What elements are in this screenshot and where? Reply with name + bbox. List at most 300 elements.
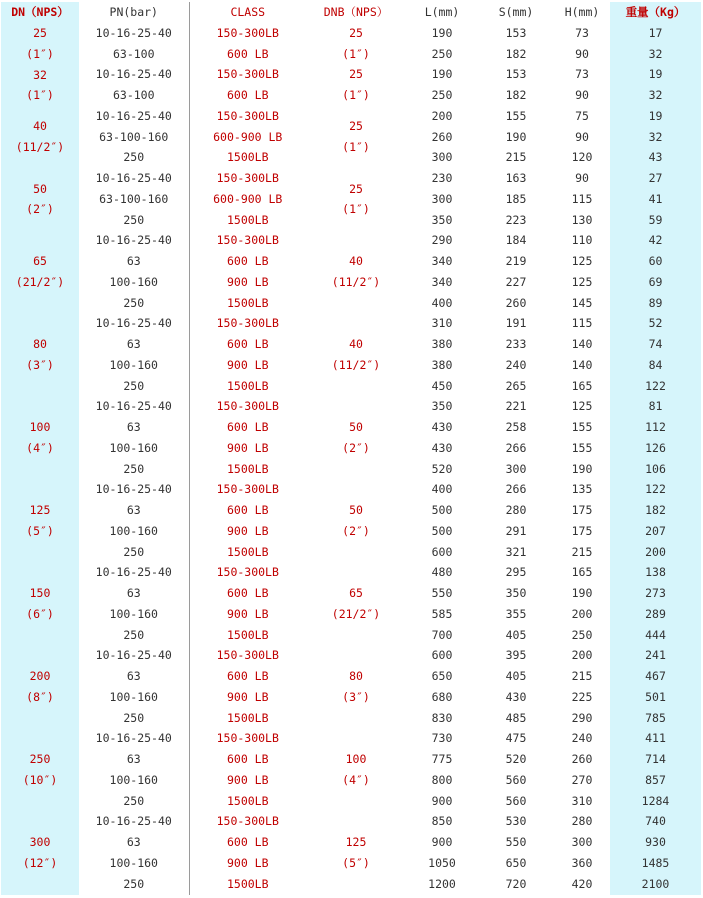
h-cell: 73 <box>575 25 589 40</box>
class-cell: 150-300LB <box>216 399 279 414</box>
l-cell: 430 <box>431 440 453 455</box>
class-cell: 900 LB <box>226 606 269 621</box>
weight-cell: 74 <box>610 334 701 355</box>
h-cell: 300 <box>571 835 593 850</box>
l-cell: 1200 <box>428 876 456 891</box>
pn-cell: 10-16-25-40 <box>79 314 189 335</box>
cell-line: 25 <box>349 181 363 196</box>
weight-cell: 126 <box>610 438 701 459</box>
class-cell: 600 LB <box>226 337 269 352</box>
cell-line: (3″) <box>342 690 370 704</box>
cell-line: (11/2″) <box>15 140 65 155</box>
pn-cell: 63 <box>79 251 189 272</box>
weight-cell: 207 <box>610 521 701 542</box>
cell-line: (1″) <box>26 46 54 61</box>
pn-cell: 100-160 <box>79 438 189 459</box>
h-cell: 140 <box>571 357 593 372</box>
header-l: L(mm) <box>424 5 460 19</box>
l-cell: 500 <box>431 503 453 518</box>
s-cell: 405 <box>505 669 527 684</box>
s-cell: 190 <box>505 129 527 144</box>
cell-line: 25 <box>349 119 363 134</box>
class-cell: 1500LB <box>226 710 269 725</box>
l-cell: 340 <box>431 254 453 269</box>
table-row <box>1 563 701 584</box>
class-cell: 900 LB <box>226 274 269 289</box>
s-cell: 266 <box>505 440 527 455</box>
table-row <box>1 397 701 418</box>
dnb-cell <box>306 812 406 895</box>
pn-cell: 63 <box>79 417 189 438</box>
class-cell: 1500LB <box>226 876 269 891</box>
h-cell: 75 <box>575 108 589 123</box>
pn-cell: 10-16-25-40 <box>79 231 189 252</box>
l-cell: 380 <box>431 357 453 372</box>
pn-cell: 100-160 <box>79 521 189 542</box>
dnb-cell: (1″) <box>342 88 370 103</box>
header-row <box>1 2 701 23</box>
cell-line: (3″) <box>26 358 54 372</box>
h-cell: 250 <box>571 627 593 642</box>
class-cell: 900 LB <box>226 523 269 538</box>
weight-cell: 411 <box>610 729 701 750</box>
class-cell: 900 LB <box>226 689 269 704</box>
h-cell: 115 <box>571 191 593 206</box>
h-cell: 155 <box>571 440 593 455</box>
l-cell: 350 <box>431 399 453 414</box>
dnb-cell <box>306 314 406 397</box>
weight-cell: 42 <box>610 231 701 252</box>
weight-cell: 467 <box>610 666 701 687</box>
h-cell: 420 <box>571 876 593 891</box>
dnb-cell <box>306 646 406 729</box>
class-cell: 1500LB <box>226 212 269 227</box>
l-cell: 730 <box>431 731 453 746</box>
pn-cell: 63 <box>79 666 189 687</box>
l-cell: 290 <box>431 233 453 248</box>
h-cell: 125 <box>571 254 593 269</box>
l-cell: 520 <box>431 461 453 476</box>
class-cell: 1500LB <box>226 793 269 808</box>
weight-cell: 19 <box>610 65 701 86</box>
cell-line: 80 <box>33 337 47 352</box>
pn-cell: 63-100-160 <box>79 127 189 148</box>
s-cell: 153 <box>505 25 527 40</box>
cell-line: (21/2″) <box>15 275 65 289</box>
s-cell: 240 <box>505 357 527 372</box>
s-cell: 550 <box>505 835 527 850</box>
l-cell: 190 <box>431 25 453 40</box>
weight-cell: 106 <box>610 459 701 480</box>
dnb-cell <box>306 231 406 314</box>
class-cell: 600 LB <box>226 420 269 435</box>
weight-cell: 740 <box>610 812 701 833</box>
header-s: S(mm) <box>498 5 534 19</box>
pn-cell: 100-160 <box>79 687 189 708</box>
pn-cell: 10-16-25-40 <box>79 397 189 418</box>
table-row <box>1 480 701 501</box>
s-cell: 291 <box>505 523 527 538</box>
cell-line: (1″) <box>342 202 370 217</box>
weight-cell: 41 <box>610 189 701 210</box>
dnb-cell <box>306 168 406 230</box>
l-cell: 300 <box>431 150 453 165</box>
weight-cell: 182 <box>610 500 701 521</box>
s-cell: 182 <box>505 88 527 103</box>
class-cell: 150-300LB <box>216 25 279 40</box>
s-cell: 355 <box>505 606 527 621</box>
h-cell: 225 <box>571 689 593 704</box>
s-cell: 720 <box>505 876 527 891</box>
s-cell: 395 <box>505 648 527 663</box>
weight-cell: 857 <box>610 770 701 791</box>
h-cell: 240 <box>571 731 593 746</box>
pn-cell: 100-160 <box>79 355 189 376</box>
weight-cell: 289 <box>610 604 701 625</box>
h-cell: 125 <box>571 399 593 414</box>
pn-cell: 250 <box>79 148 189 169</box>
l-cell: 340 <box>431 274 453 289</box>
cell-line: (11/2″) <box>331 358 381 372</box>
cell-line: (1″) <box>26 88 54 103</box>
cell-line: 65 <box>33 254 47 269</box>
dn-cell <box>1 812 79 895</box>
pn-cell: 10-16-25-40 <box>79 563 189 584</box>
h-cell: 310 <box>571 793 593 808</box>
h-cell: 360 <box>571 855 593 870</box>
pn-cell: 63-100 <box>79 44 189 65</box>
class-cell: 1500LB <box>226 627 269 642</box>
l-cell: 380 <box>431 337 453 352</box>
pn-cell: 250 <box>79 874 189 895</box>
weight-cell: 138 <box>610 563 701 584</box>
weight-cell: 112 <box>610 417 701 438</box>
cell-line: (10″) <box>22 773 58 787</box>
pn-cell: 63 <box>79 500 189 521</box>
dn-cell <box>1 729 79 812</box>
dnb-cell <box>306 563 406 646</box>
pn-cell: 10-16-25-40 <box>79 168 189 189</box>
dnb-cell: 25 <box>349 67 363 82</box>
pn-cell: 250 <box>79 293 189 314</box>
h-cell: 175 <box>571 523 593 538</box>
l-cell: 900 <box>431 793 453 808</box>
class-cell: 600 LB <box>226 752 269 767</box>
h-cell: 140 <box>571 337 593 352</box>
class-cell: 150-300LB <box>216 171 279 186</box>
pn-cell: 10-16-25-40 <box>79 729 189 750</box>
weight-cell: 27 <box>610 168 701 189</box>
l-cell: 190 <box>431 67 453 82</box>
pn-cell: 250 <box>79 625 189 646</box>
dn-cell <box>1 646 79 729</box>
weight-cell: 17 <box>610 23 701 44</box>
h-cell: 125 <box>571 274 593 289</box>
pn-cell: 63 <box>79 832 189 853</box>
cell-line: (5″) <box>26 524 54 538</box>
cell-line: 200 <box>29 669 51 684</box>
weight-cell: 52 <box>610 314 701 335</box>
cell-line: 250 <box>29 752 51 767</box>
s-cell: 265 <box>505 378 527 393</box>
l-cell: 250 <box>431 46 453 61</box>
weight-cell: 43 <box>610 148 701 169</box>
cell-line: 300 <box>29 835 51 850</box>
weight-cell: 1284 <box>610 791 701 812</box>
l-cell: 230 <box>431 171 453 186</box>
s-cell: 182 <box>505 46 527 61</box>
class-cell: 600 LB <box>226 669 269 684</box>
dnb-cell <box>306 397 406 480</box>
class-cell: 600-900 LB <box>213 129 283 144</box>
s-cell: 530 <box>505 814 527 829</box>
s-cell: 520 <box>505 752 527 767</box>
l-cell: 800 <box>431 772 453 787</box>
dn-cell <box>1 23 79 65</box>
l-cell: 400 <box>431 482 453 497</box>
h-cell: 200 <box>571 648 593 663</box>
l-cell: 1050 <box>428 855 456 870</box>
dn-cell <box>1 314 79 397</box>
weight-cell: 122 <box>610 480 701 501</box>
s-cell: 650 <box>505 855 527 870</box>
h-cell: 90 <box>575 129 589 144</box>
l-cell: 680 <box>431 689 453 704</box>
h-cell: 200 <box>571 606 593 621</box>
l-cell: 350 <box>431 212 453 227</box>
dnb-cell: (1″) <box>342 46 370 61</box>
header-dnb: DNB（NPS） <box>323 5 389 19</box>
weight-cell: 122 <box>610 376 701 397</box>
cell-line: 100 <box>345 752 367 767</box>
h-cell: 270 <box>571 772 593 787</box>
h-cell: 90 <box>575 88 589 103</box>
table-row <box>1 646 701 667</box>
cell-line: 125 <box>345 835 367 850</box>
weight-cell: 32 <box>610 127 701 148</box>
h-cell: 215 <box>571 669 593 684</box>
s-cell: 153 <box>505 67 527 82</box>
l-cell: 430 <box>431 420 453 435</box>
weight-cell: 200 <box>610 542 701 563</box>
weight-cell: 69 <box>610 272 701 293</box>
s-cell: 560 <box>505 793 527 808</box>
s-cell: 266 <box>505 482 527 497</box>
cell-line: (2″) <box>342 524 370 538</box>
pn-cell: 63 <box>79 334 189 355</box>
table-row <box>1 44 701 65</box>
valve-dimension-table <box>1 2 701 895</box>
table-row <box>1 106 701 127</box>
weight-cell: 444 <box>610 625 701 646</box>
s-cell: 475 <box>505 731 527 746</box>
s-cell: 155 <box>505 108 527 123</box>
l-cell: 550 <box>431 586 453 601</box>
pn-cell: 250 <box>79 791 189 812</box>
class-cell: 150-300LB <box>216 731 279 746</box>
header-pn: PN(bar) <box>79 2 189 23</box>
s-cell: 295 <box>505 565 527 580</box>
class-cell: 900 LB <box>226 440 269 455</box>
cell-line: 25 <box>33 26 47 40</box>
l-cell: 850 <box>431 814 453 829</box>
header-h: H(mm) <box>564 5 600 19</box>
cell-line: 65 <box>349 586 363 601</box>
class-cell: 600-900 LB <box>213 191 283 206</box>
s-cell: 260 <box>505 295 527 310</box>
class-cell: 600 LB <box>226 835 269 850</box>
weight-cell: 714 <box>610 749 701 770</box>
cell-line: 40 <box>349 337 363 352</box>
h-cell: 130 <box>571 212 593 227</box>
l-cell: 900 <box>431 835 453 850</box>
l-cell: 600 <box>431 648 453 663</box>
cell-line: (1″) <box>342 140 370 155</box>
l-cell: 450 <box>431 378 453 393</box>
l-cell: 250 <box>431 88 453 103</box>
weight-cell: 2100 <box>610 874 701 895</box>
dn-cell <box>1 563 79 646</box>
table-row <box>1 85 701 106</box>
l-cell: 500 <box>431 523 453 538</box>
s-cell: 219 <box>505 254 527 269</box>
h-cell: 155 <box>571 420 593 435</box>
pn-cell: 63 <box>79 749 189 770</box>
s-cell: 227 <box>505 274 527 289</box>
cell-line: (5″) <box>342 856 370 870</box>
s-cell: 163 <box>505 171 527 186</box>
weight-cell: 1485 <box>610 853 701 874</box>
s-cell: 258 <box>505 420 527 435</box>
dnb-cell <box>306 106 406 168</box>
pn-cell: 100-160 <box>79 853 189 874</box>
class-cell: 600 LB <box>226 503 269 518</box>
class-cell: 150-300LB <box>216 108 279 123</box>
l-cell: 700 <box>431 627 453 642</box>
class-cell: 600 LB <box>226 586 269 601</box>
cell-line: 125 <box>29 503 51 518</box>
s-cell: 485 <box>505 710 527 725</box>
s-cell: 215 <box>505 150 527 165</box>
weight-cell: 241 <box>610 646 701 667</box>
class-cell: 150-300LB <box>216 233 279 248</box>
class-cell: 150-300LB <box>216 565 279 580</box>
pn-cell: 100-160 <box>79 272 189 293</box>
pn-cell: 10-16-25-40 <box>79 812 189 833</box>
s-cell: 233 <box>505 337 527 352</box>
class-cell: 1500LB <box>226 150 269 165</box>
pn-cell: 250 <box>79 542 189 563</box>
cell-line: (8″) <box>26 690 54 704</box>
pn-cell: 10-16-25-40 <box>79 23 189 44</box>
s-cell: 184 <box>505 233 527 248</box>
l-cell: 585 <box>431 606 453 621</box>
cell-line: 40 <box>349 254 363 269</box>
l-cell: 200 <box>431 108 453 123</box>
pn-cell: 10-16-25-40 <box>79 106 189 127</box>
pn-cell: 10-16-25-40 <box>79 646 189 667</box>
class-cell: 1500LB <box>226 295 269 310</box>
cell-line: 80 <box>349 669 363 684</box>
s-cell: 405 <box>505 627 527 642</box>
h-cell: 120 <box>571 150 593 165</box>
dnb-cell <box>306 729 406 812</box>
table-body <box>1 2 701 895</box>
h-cell: 190 <box>571 586 593 601</box>
dnb-cell: 25 <box>349 25 363 40</box>
cell-line: 100 <box>29 420 51 435</box>
h-cell: 280 <box>571 814 593 829</box>
h-cell: 73 <box>575 67 589 82</box>
cell-line: (6″) <box>26 607 54 621</box>
pn-cell: 63-100-160 <box>79 189 189 210</box>
pn-cell: 10-16-25-40 <box>79 65 189 86</box>
cell-line: (4″) <box>342 773 370 787</box>
l-cell: 400 <box>431 295 453 310</box>
table-row <box>1 231 701 252</box>
s-cell: 185 <box>505 191 527 206</box>
weight-cell: 81 <box>610 397 701 418</box>
header-weight: 重量（Kg） <box>610 2 701 23</box>
cell-line: 150 <box>29 586 51 601</box>
weight-cell: 59 <box>610 210 701 231</box>
weight-cell: 273 <box>610 583 701 604</box>
class-cell: 150-300LB <box>216 648 279 663</box>
cell-line: (2″) <box>342 441 370 455</box>
l-cell: 650 <box>431 669 453 684</box>
h-cell: 110 <box>571 233 593 248</box>
s-cell: 350 <box>505 586 527 601</box>
pn-cell: 250 <box>79 210 189 231</box>
pn-cell: 100-160 <box>79 604 189 625</box>
weight-cell: 89 <box>610 293 701 314</box>
class-cell: 1500LB <box>226 461 269 476</box>
s-cell: 280 <box>505 503 527 518</box>
l-cell: 260 <box>431 129 453 144</box>
pn-cell: 100-160 <box>79 770 189 791</box>
h-cell: 165 <box>571 378 593 393</box>
weight-cell: 19 <box>610 106 701 127</box>
class-cell: 600 LB <box>226 88 269 103</box>
l-cell: 300 <box>431 191 453 206</box>
pn-cell: 250 <box>79 376 189 397</box>
cell-line: (12″) <box>22 856 58 870</box>
s-cell: 321 <box>505 544 527 559</box>
l-cell: 600 <box>431 544 453 559</box>
table-row <box>1 729 701 750</box>
dn-cell <box>1 397 79 480</box>
h-cell: 215 <box>571 544 593 559</box>
h-cell: 175 <box>571 503 593 518</box>
l-cell: 830 <box>431 710 453 725</box>
class-cell: 150-300LB <box>216 482 279 497</box>
table-row <box>1 168 701 189</box>
cell-line: (2″) <box>26 202 54 217</box>
class-cell: 1500LB <box>226 544 269 559</box>
pn-cell: 250 <box>79 708 189 729</box>
dn-cell <box>1 231 79 314</box>
header-dn: DN（NPS） <box>1 2 79 23</box>
dn-cell <box>1 106 79 168</box>
s-cell: 300 <box>505 461 527 476</box>
pn-cell: 63 <box>79 583 189 604</box>
cell-line: (4″) <box>26 441 54 455</box>
h-cell: 145 <box>571 295 593 310</box>
h-cell: 90 <box>575 171 589 186</box>
cell-line: (11/2″) <box>331 275 381 289</box>
s-cell: 191 <box>505 316 527 331</box>
pn-cell: 63-100 <box>79 85 189 106</box>
